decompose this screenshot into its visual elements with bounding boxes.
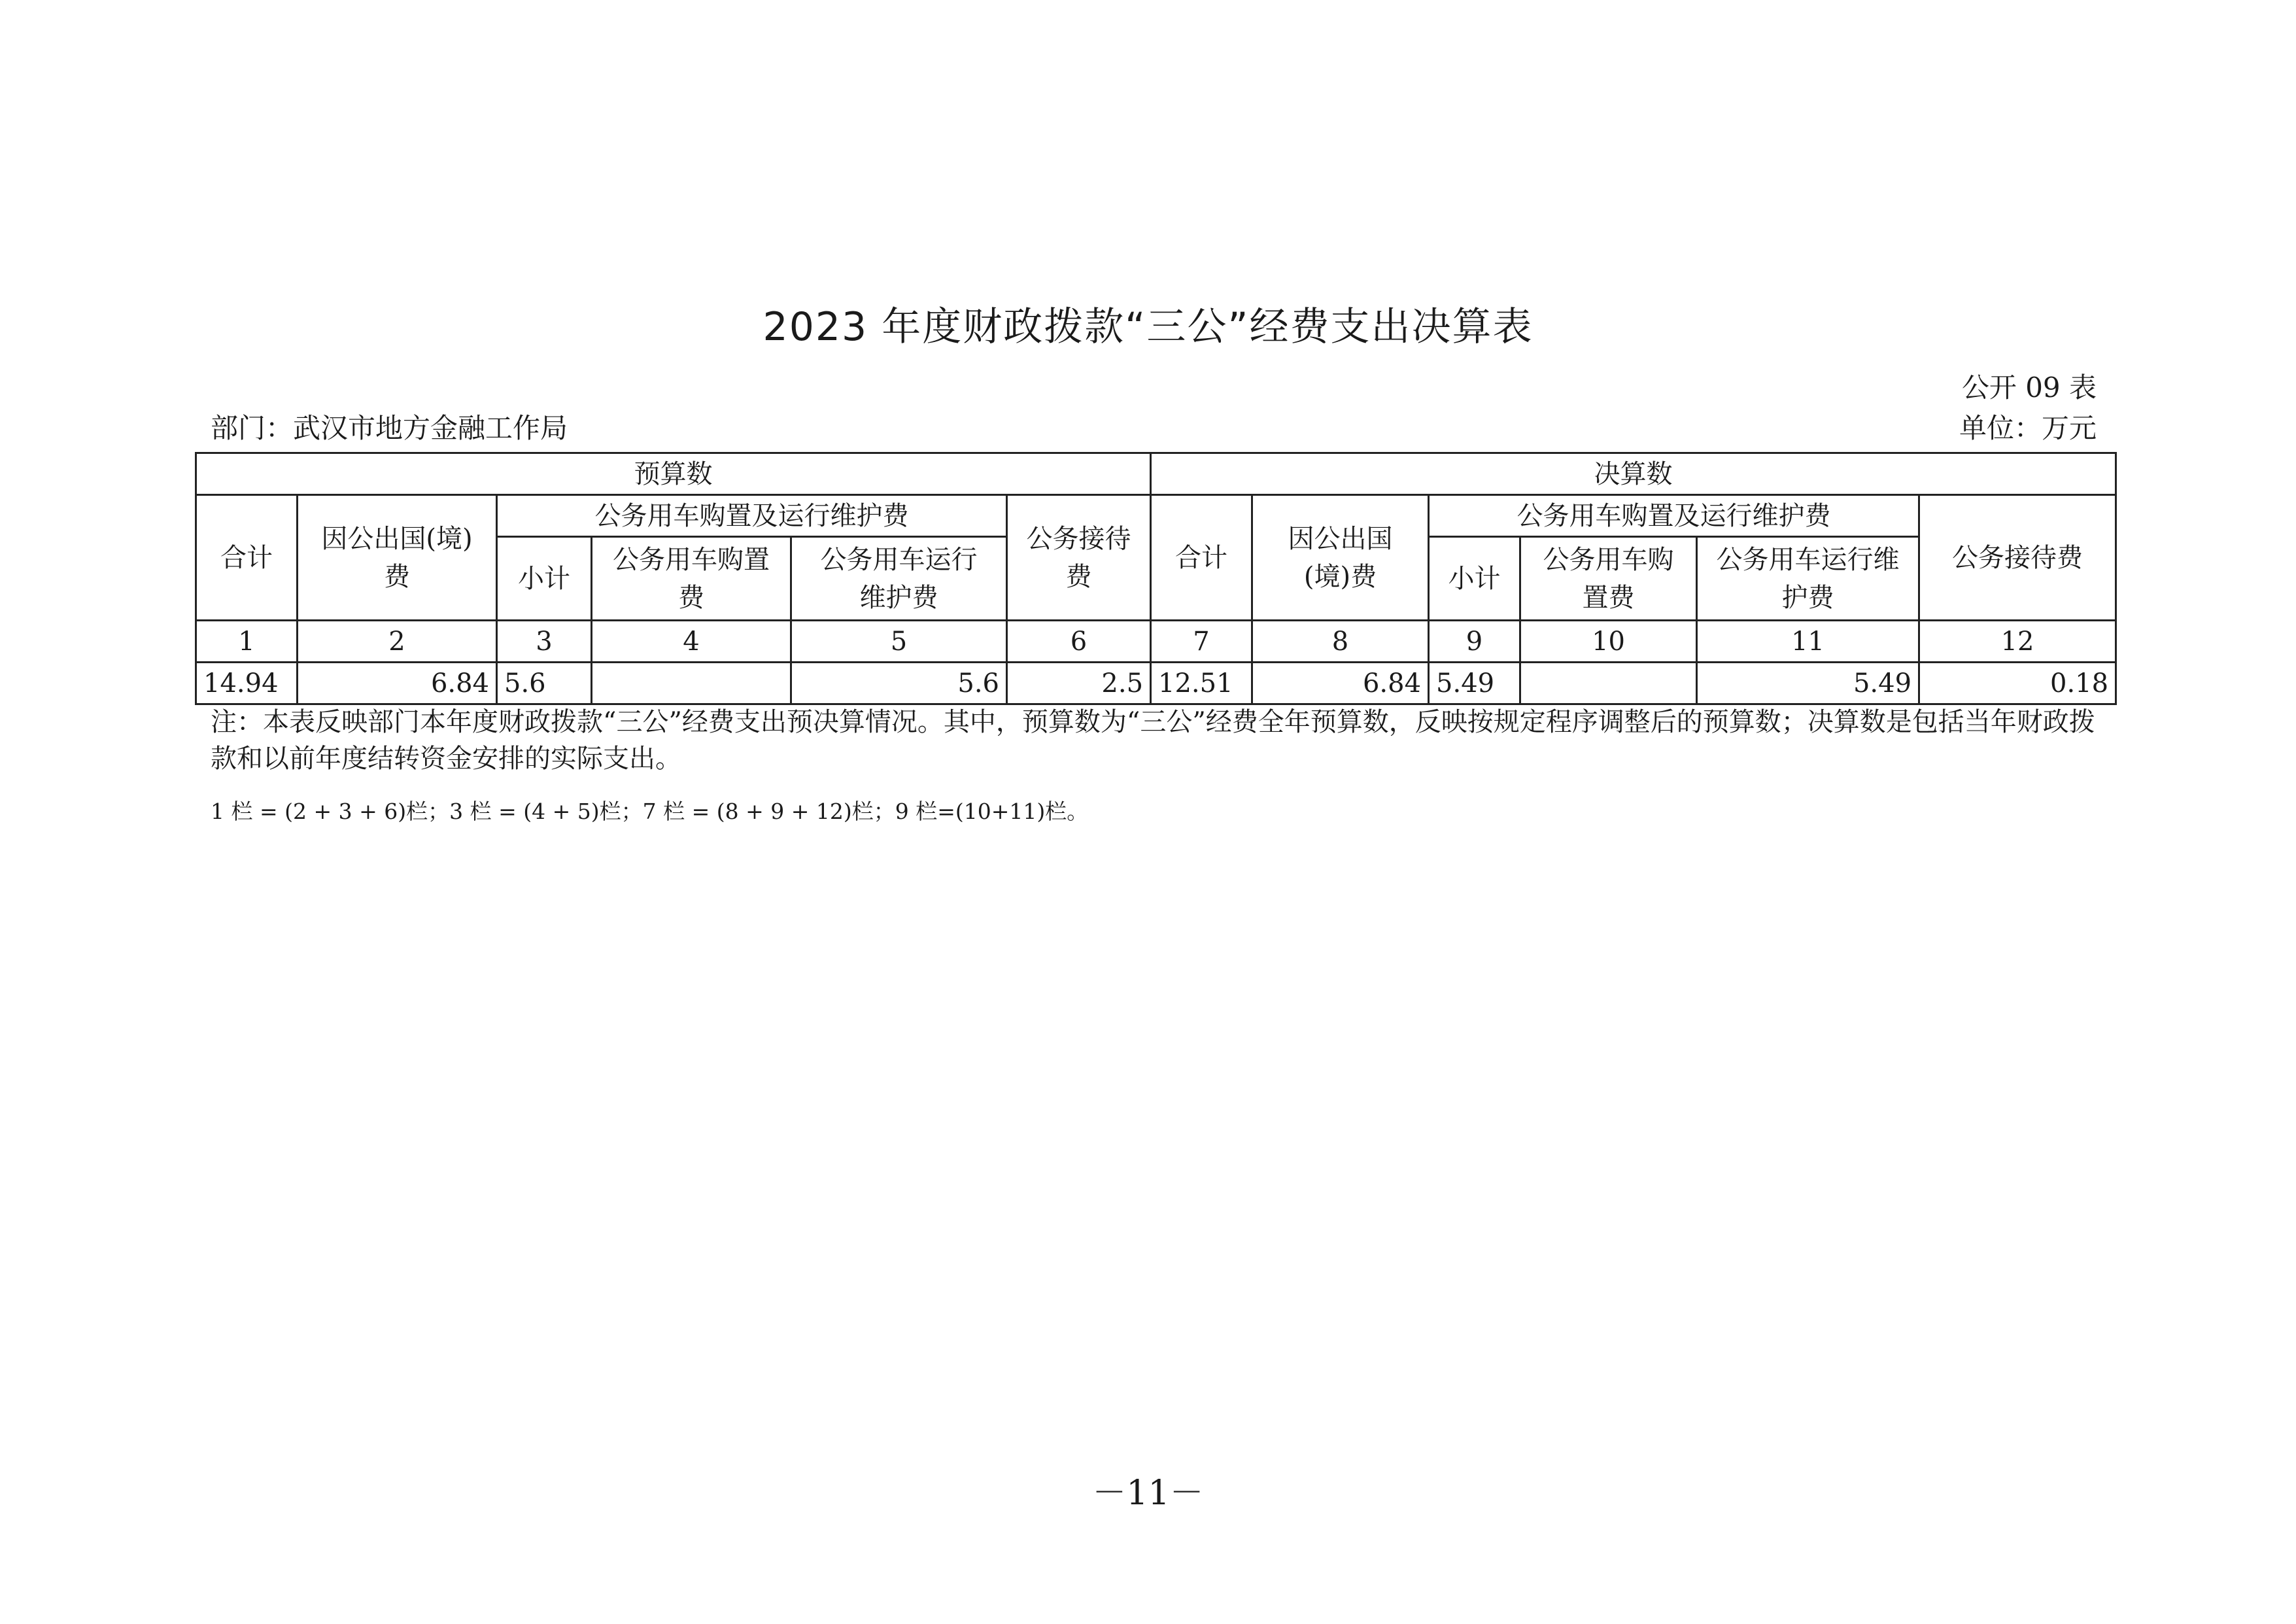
form-id: 公开 09 表	[1961, 371, 2097, 404]
expenditure-table	[195, 452, 2117, 705]
data-cell: 6.84	[1252, 663, 1429, 704]
index-cell: 12	[1919, 621, 2116, 663]
final-subtotal-header: 小计	[1429, 537, 1520, 621]
index-cell: 4	[592, 621, 791, 663]
table-header-row	[196, 453, 2116, 495]
data-cell: 5.6	[497, 663, 592, 704]
page-number: －11－	[1092, 1474, 1204, 1513]
budget-operation-header: 公务用车运行 维护费	[791, 537, 1007, 621]
data-cell	[1520, 663, 1697, 704]
final-total-header: 合计	[1151, 495, 1252, 621]
final-purchase-header: 公务用车购 置费	[1520, 537, 1697, 621]
budget-subtotal-header: 小计	[497, 537, 592, 621]
budget-reception-header: 公务接待 费	[1007, 495, 1151, 621]
index-cell: 1	[196, 621, 298, 663]
budget-abroad-header: 因公出国(境) 费	[298, 495, 497, 621]
index-cell: 8	[1252, 621, 1429, 663]
index-cell: 2	[298, 621, 497, 663]
final-operation-header: 公务用车运行维 护费	[1697, 537, 1919, 621]
index-row	[196, 621, 2116, 663]
data-cell: 12.51	[1151, 663, 1252, 704]
column-formula: 1 栏 = (2 + 3 + 6)栏；3 栏 = (4 + 5)栏；7 栏 = (8 + 9 + 12)栏；9 栏=(10+11)栏。	[211, 799, 1089, 824]
index-cell: 9	[1429, 621, 1520, 663]
final-header: 决算数	[1151, 453, 2116, 495]
budget-header: 预算数	[196, 453, 1151, 495]
data-cell: 14.94	[196, 663, 298, 704]
final-vehicle-group-header: 公务用车购置及运行维护费	[1429, 495, 1919, 537]
index-cell: 10	[1520, 621, 1697, 663]
index-cell: 6	[1007, 621, 1151, 663]
data-cell: 5.49	[1697, 663, 1919, 704]
index-cell: 7	[1151, 621, 1252, 663]
budget-vehicle-group-header: 公务用车购置及运行维护费	[497, 495, 1007, 537]
index-cell: 5	[791, 621, 1007, 663]
data-cell: 6.84	[298, 663, 497, 704]
index-cell: 3	[497, 621, 592, 663]
table-note: 注：本表反映部门本年度财政拨款“三公”经费支出预决算情况。其中，预算数为“三公”经费全年预算数，反映按规定程序调整后的预算数；决算数是包括当年财政拨款和以前年度结转资金安排的实际支出。	[211, 707, 2095, 774]
table-header-row	[196, 495, 2116, 537]
index-cell: 11	[1697, 621, 1919, 663]
data-row	[196, 663, 2116, 704]
data-cell: 2.5	[1007, 663, 1151, 704]
final-reception-header: 公务接待费	[1919, 495, 2116, 621]
data-cell: 5.49	[1429, 663, 1520, 704]
data-cell: 5.6	[791, 663, 1007, 704]
final-abroad-header: 因公出国 (境)费	[1252, 495, 1429, 621]
department-label: 部门：武汉市地方金融工作局	[211, 412, 568, 444]
unit-label: 单位：万元	[1959, 412, 2097, 444]
page-title: 2023 年度财政拨款“三公”经费支出决算表	[762, 304, 1534, 350]
budget-total-header: 合计	[196, 495, 298, 621]
data-cell	[592, 663, 791, 704]
budget-purchase-header: 公务用车购置 费	[592, 537, 791, 621]
data-cell: 0.18	[1919, 663, 2116, 704]
